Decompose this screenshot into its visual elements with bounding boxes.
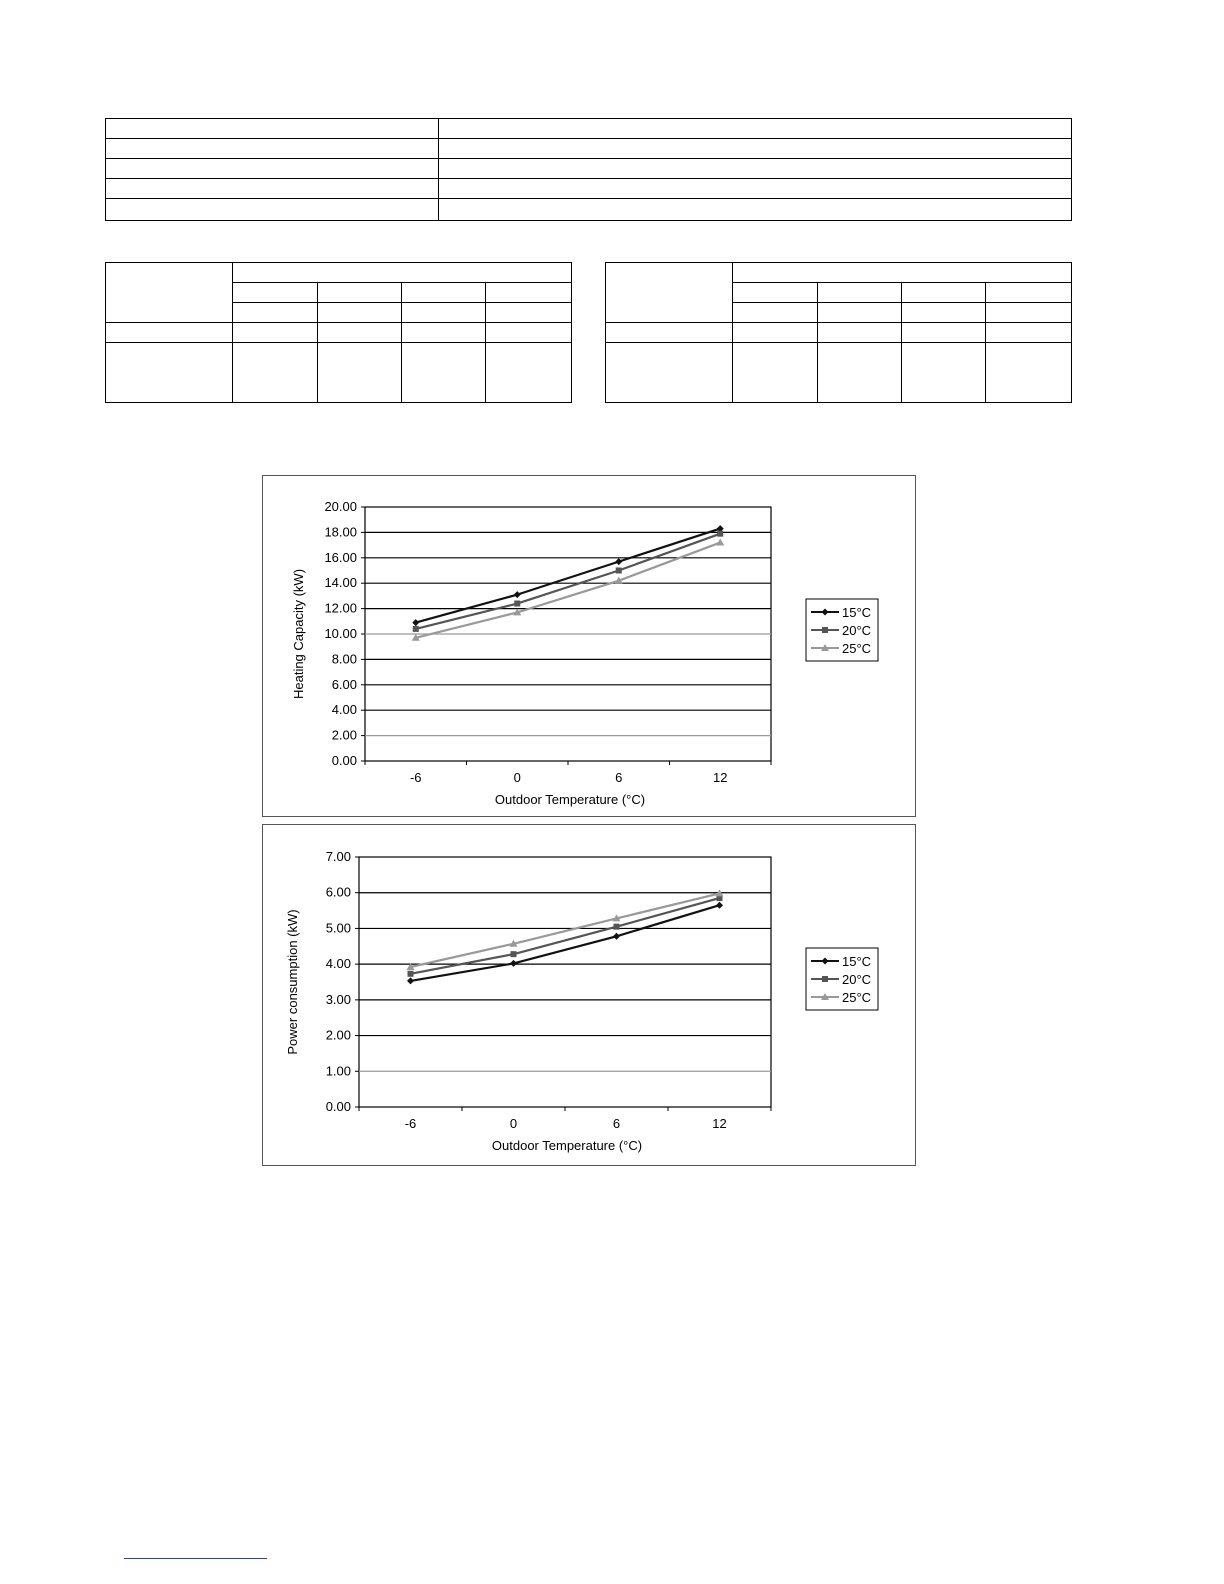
table-cell xyxy=(402,283,486,303)
y-tick-label: 16.00 xyxy=(324,549,357,565)
y-tick-label: 20.00 xyxy=(324,499,357,514)
y-tick-label: 18.00 xyxy=(324,524,357,540)
table-cell xyxy=(606,343,733,403)
data-point xyxy=(413,626,419,632)
x-tick-label: -6 xyxy=(409,770,422,785)
condition-table-left xyxy=(105,262,572,403)
y-tick-label: 0.00 xyxy=(331,753,357,768)
x-tick-label: 0 xyxy=(513,770,521,785)
table-row xyxy=(106,343,572,403)
table-cell xyxy=(818,283,902,303)
y-tick-label: 2.00 xyxy=(331,727,357,743)
legend-label: 25°C xyxy=(842,641,872,656)
data-point xyxy=(408,971,414,977)
data-point xyxy=(614,924,620,930)
legend-marker xyxy=(822,976,828,982)
table-cell xyxy=(106,119,439,139)
heating-capacity-chart xyxy=(262,475,916,817)
table-cell xyxy=(486,283,572,303)
table-cell xyxy=(818,323,902,343)
table-cell xyxy=(233,283,318,303)
table-cell xyxy=(233,323,318,343)
legend-label: 20°C xyxy=(842,972,872,987)
spec-table xyxy=(105,118,1072,221)
table-cell xyxy=(106,343,233,403)
footer-rule xyxy=(124,1558,267,1559)
table-cell xyxy=(439,119,1072,139)
table-cell xyxy=(233,263,572,283)
data-point xyxy=(511,951,517,957)
table-cell xyxy=(902,283,986,303)
table-cell xyxy=(402,343,486,403)
data-point xyxy=(514,601,520,607)
table-row xyxy=(106,199,1072,221)
y-tick-label: 14.00 xyxy=(324,575,357,591)
x-tick-label: 6 xyxy=(615,770,623,785)
y-tick-label: 6.00 xyxy=(325,884,351,900)
table-row xyxy=(106,263,572,283)
table-cell xyxy=(106,263,233,323)
table-cell xyxy=(106,159,439,179)
table-cell xyxy=(486,343,572,403)
table-cell xyxy=(233,343,318,403)
table-cell xyxy=(486,323,572,343)
y-tick-label: 2.00 xyxy=(325,1027,351,1043)
legend-label: 15°C xyxy=(842,605,872,620)
y-tick-label: 7.00 xyxy=(325,849,351,864)
table-row xyxy=(606,343,1072,403)
table-cell xyxy=(439,199,1072,221)
y-tick-label: 4.00 xyxy=(331,702,357,718)
table-cell xyxy=(318,303,402,323)
table-cell xyxy=(106,179,439,199)
y-tick-label: 1.00 xyxy=(325,1063,351,1079)
table-cell xyxy=(733,263,1072,283)
y-tick-label: 5.00 xyxy=(325,920,351,936)
table-row xyxy=(106,159,1072,179)
table-cell xyxy=(402,323,486,343)
y-tick-label: 0.00 xyxy=(325,1099,351,1114)
y-tick-label: 6.00 xyxy=(331,676,357,692)
table-row xyxy=(106,323,572,343)
x-tick-label: 6 xyxy=(612,1116,621,1131)
table-cell xyxy=(402,303,486,323)
x-tick-label: 12 xyxy=(712,1116,727,1131)
table-cell xyxy=(902,343,986,403)
table-row xyxy=(606,263,1072,283)
plot-area xyxy=(359,857,771,1107)
power-consumption-chart-svg xyxy=(263,825,915,1165)
power-consumption-chart xyxy=(262,824,916,1166)
table-cell xyxy=(486,303,572,323)
table-row xyxy=(106,139,1072,159)
table-cell xyxy=(986,343,1072,403)
table-cell xyxy=(902,303,986,323)
x-tick-label: -6 xyxy=(404,1116,417,1131)
table-cell xyxy=(986,323,1072,343)
y-axis-label: Heating Capacity (kW) xyxy=(291,568,306,700)
condition-table-right xyxy=(605,262,1072,403)
table-cell xyxy=(606,323,733,343)
table-cell xyxy=(986,283,1072,303)
legend-label: 15°C xyxy=(842,954,872,969)
legend-label: 25°C xyxy=(842,990,872,1005)
table-cell xyxy=(818,303,902,323)
y-tick-label: 10.00 xyxy=(324,626,357,641)
table-cell xyxy=(439,159,1072,179)
table-cell xyxy=(439,179,1072,199)
table-cell xyxy=(733,283,818,303)
table-cell xyxy=(318,343,402,403)
legend-marker xyxy=(822,627,828,633)
x-axis-label: Outdoor Temperature (°C) xyxy=(491,1138,643,1153)
table-cell xyxy=(986,303,1072,323)
table-cell xyxy=(106,323,233,343)
table-cell xyxy=(106,139,439,159)
legend-label: 20°C xyxy=(842,623,872,638)
table-cell xyxy=(318,323,402,343)
data-point xyxy=(616,568,622,574)
y-tick-label: 12.00 xyxy=(324,600,357,616)
heating-capacity-chart-svg xyxy=(263,476,915,816)
table-cell xyxy=(733,303,818,323)
table-cell xyxy=(733,343,818,403)
table-row xyxy=(106,119,1072,139)
table-cell xyxy=(106,199,439,221)
table-cell xyxy=(733,323,818,343)
table-cell xyxy=(902,323,986,343)
table-cell xyxy=(439,139,1072,159)
y-axis-label: Power consumption (kW) xyxy=(285,909,300,1055)
table-cell xyxy=(233,303,318,323)
y-tick-label: 8.00 xyxy=(331,651,357,667)
table-row xyxy=(606,323,1072,343)
data-point xyxy=(717,531,723,537)
y-tick-label: 4.00 xyxy=(325,956,351,972)
table-cell xyxy=(818,343,902,403)
x-tick-label: 0 xyxy=(509,1116,518,1131)
x-axis-label: Outdoor Temperature (°C) xyxy=(494,792,646,807)
table-cell xyxy=(606,263,733,323)
y-tick-label: 3.00 xyxy=(325,991,351,1007)
x-tick-label: 12 xyxy=(713,770,728,785)
table-row xyxy=(106,179,1072,199)
table-cell xyxy=(318,283,402,303)
